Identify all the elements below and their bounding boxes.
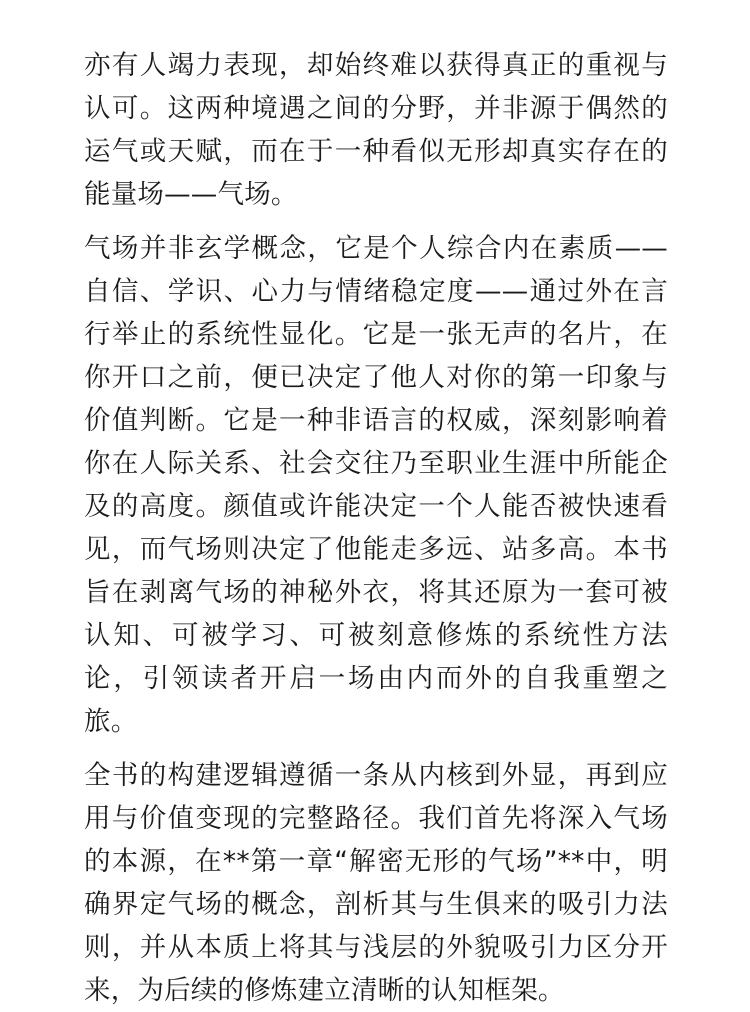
paragraph-1: 亦有人竭力表现，却始终难以获得真正的重视与认可。这两种境遇之间的分野，并非源于偶然的运气或天赋，而在于一种看似无形却真实存在的能量场——气场。 bbox=[84, 50, 668, 210]
document-page bbox=[84, 44, 668, 1012]
paragraph-2: 气场并非玄学概念，它是个人综合内在素质——自信、学识、心力与情绪稳定度——通过外在言行举止的系统性显化。它是一张无声的名片，在你开口之前，便已决定了他人对你的第一印象与价值判断。它是一种非语言的权威，深刻影响着你在人际关系、社会交往乃至职业生涯中所能企及的高度。颜值或许能决定一个人能否被快速看见，而气场则决定了他能走多远、站多高。本书旨在剥离气场的神秘外衣，将其还原为一套可被认知、可被学习、可被刻意修炼的系统性方法论，引领读者开启一场由内而外的自我重塑之旅。 bbox=[84, 233, 668, 737]
paragraph-3: 全书的构建逻辑遵循一条从内核到外显，再到应用与价值变现的完整路径。我们首先将深入气场的本源，在**第一章“解密无形的气场”**中，明确界定气场的概念，剖析其与生俱来的吸引力法则，并从本质上将其与浅层的外貌吸引力区分开来，为后续的修炼建立清晰的认知框架。 bbox=[84, 760, 668, 1006]
